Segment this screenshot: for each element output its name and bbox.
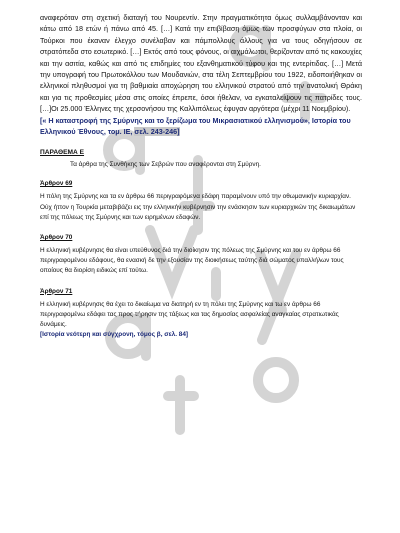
source-citation-2: [Ιστορία νεότερη και σύγχρονη, τόμος β, σελ. 84]	[40, 331, 189, 339]
article-body: Η πόλη της Σμύρνης και τα εν άρθρω 66 περιγραφόμενα εδάφη παραμένουν υπό την οθωμανικήν κυριαρχίαν. Ούχ ήττον η Τουρκία μεταβιβάζει εις την ελληνικήν κυβέρνησιν την ενάσκησιν των κυριαρχικών της δικαιωμάτων επί της πόλεως της Σμύρνης και των ειρημένων εδαφών.	[40, 193, 356, 221]
article-title: Άρθρον 69	[40, 180, 73, 188]
article-title: Άρθρον 71	[40, 287, 73, 295]
main-paragraph: αναφερόταν στη σχετική διαταγή του Νουρεντίν. Στην πραγματικότητα όμως συλλαμβάνονταν και κάτω από 18 ετών ή πάνω από 45. […] Κατά την επιβίβαση όμως των προσφύγων στα πλοία, οι Τούρκοι που έκαναν έλεγχο συνέλαβαν και πάμπολλους άλλους για να τους οδηγήσουν σε στρατόπεδα στο εσωτερικό. […] Εκτός από τους φόνους, οι αιχμάλωτοι, θερίζονταν από τις κακουχίες και την ασιτία, καθώς και από τις επιδημίες του εξανθηματικού τύφου και της εντερίτιδας. […] Μετά την υπογραφή του Πρωτοκόλλου των Μουδανιών, στα τέλη Σεπτεμβρίου του 1922, ειδοποιήθηκαν οι ελληνικοί πληθυσμοί για τη βαθμιαία αποχώρηση του ελληνικού στρατού από την ανατολική Θράκη και για τις προθεσμίες μέσα στις οποίες έπρεπε, όσοι ήθελαν, να εγκαταλείψουν τις πατρίδες τους.[…]Οι 25.000 Έλληνες της χερσονήσου της Καλλιπόλεως έφυγαν αργότερα (μέχρι 11 Νοεμβρίου).	[40, 13, 362, 114]
article-71	[40, 288, 362, 331]
article-body: Η ελληνική κυβέρνησις θα έχει το δικαίωμα να διατηρή εν τη πόλει της Σμύρνης και τω εν άρθρω 66 περιγραφομένω εδάφει τας προς τήρησιν της τάξεως και τας δημοσίας ασφαλείας αναγκαίας στρατιωτικάς δυνάμεις.	[40, 300, 339, 329]
section-intro: Τα άρθρα της Συνθήκης των Σεβρών που αναφέρονται στη Σμύρνη.	[70, 161, 261, 169]
section-heading: ΠΑΡΑΘΕΜΑ Ε	[40, 149, 85, 157]
document-content	[40, 12, 362, 341]
article-title: Άρθρον 70	[40, 234, 73, 242]
article-69	[40, 180, 362, 223]
article-70	[40, 234, 362, 277]
source-citation-1	[40, 115, 362, 138]
article-body: Η ελληνική κυβέρνησις θα είναι υπεύθυνος διά την διοίκησιν της πόλεως της Σμύρνης και του εν άρθρω 66 περιγραφομένου εδάφους, θα ενασκή δε την εξουσίαν της διοικήσεως ταύτης διά σώματος υπαλλήλων τους οποίους θα διορίση ειδικώς επί τούτω.	[40, 247, 344, 275]
source-citation-1-pages: σελ. 243-246]	[134, 127, 180, 137]
source-citation-1-part1: [« Η καταστροφή της Σμύρνης και το ξερίζωμα του Μικρασιατικού ελληνισμού», Ιστορία του Ελληνικού Έθνους, τομ. ΙΕ,	[40, 115, 351, 137]
